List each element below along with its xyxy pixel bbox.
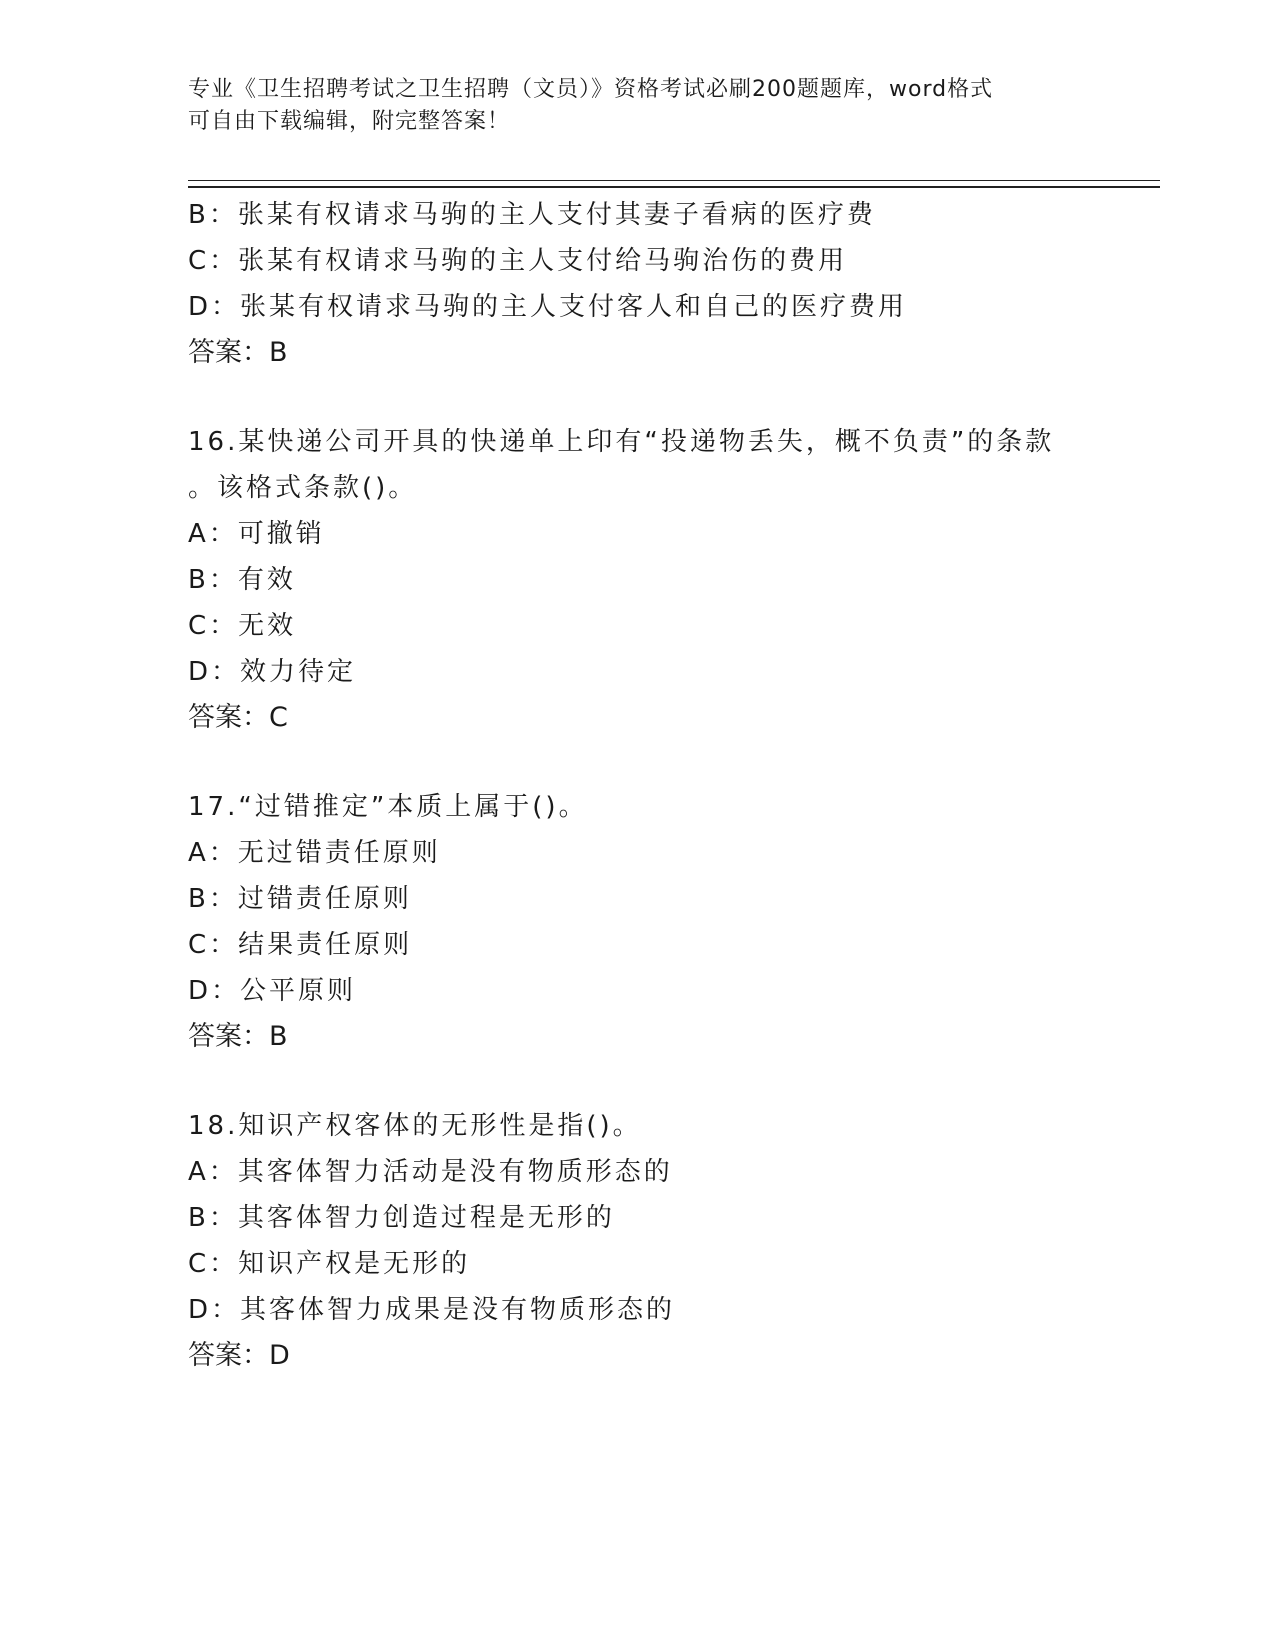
option-c: C：张某有权请求马驹的主人支付给马驹治伤的费用 (188, 246, 848, 276)
option-a: A：可撤销 (188, 519, 325, 549)
option-c: C：结果责任原则 (188, 930, 413, 960)
question-text: 17.“过错推定”本质上属于()。 (188, 792, 588, 822)
question-block-18 (188, 1103, 1088, 1379)
question-text-continued: 。该格式条款()。 (188, 473, 418, 503)
spacer (188, 741, 1088, 784)
option-b: B：过错责任原则 (188, 884, 412, 914)
option-a: A：无过错责任原则 (188, 838, 441, 868)
option-c: C：无效 (188, 611, 297, 641)
option-d: D：张某有权请求马驹的主人支付客人和自己的医疗费用 (188, 292, 908, 322)
header-title-line-2: 可自由下载编辑，附完整答案！ (188, 109, 511, 134)
option-d: D：效力待定 (188, 657, 357, 687)
answer-line: 答案：B (188, 337, 288, 368)
header-title-line-1: 专业《卫生招聘考试之卫生招聘（文员）》资格考试必刷200题题库，word格式 (188, 77, 994, 102)
option-c: C：知识产权是无形的 (188, 1249, 471, 1279)
question-block-16 (188, 419, 1088, 741)
spacer (188, 376, 1088, 419)
answer-line: 答案：C (188, 702, 288, 733)
option-a: A：其客体智力活动是没有物质形态的 (188, 1157, 673, 1187)
option-b: B：张某有权请求马驹的主人支付其妻子看病的医疗费 (188, 200, 876, 230)
question-block-15-continued (188, 192, 1088, 376)
question-text: 16.某快递公司开具的快递单上印有“投递物丢失，概不负责”的条款 (188, 427, 1055, 457)
option-d: D：公平原则 (188, 976, 357, 1006)
option-d: D：其客体智力成果是没有物质形态的 (188, 1295, 676, 1325)
option-b: B：其客体智力创造过程是无形的 (188, 1203, 615, 1233)
question-block-17 (188, 784, 1088, 1060)
option-b: B：有效 (188, 565, 296, 595)
header-divider (188, 180, 1160, 188)
answer-line: 答案：D (188, 1340, 290, 1371)
document-header (188, 74, 1088, 138)
question-content (188, 192, 1088, 1379)
spacer (188, 1060, 1088, 1103)
answer-line: 答案：B (188, 1021, 288, 1052)
question-text: 18.知识产权客体的无形性是指()。 (188, 1111, 642, 1141)
